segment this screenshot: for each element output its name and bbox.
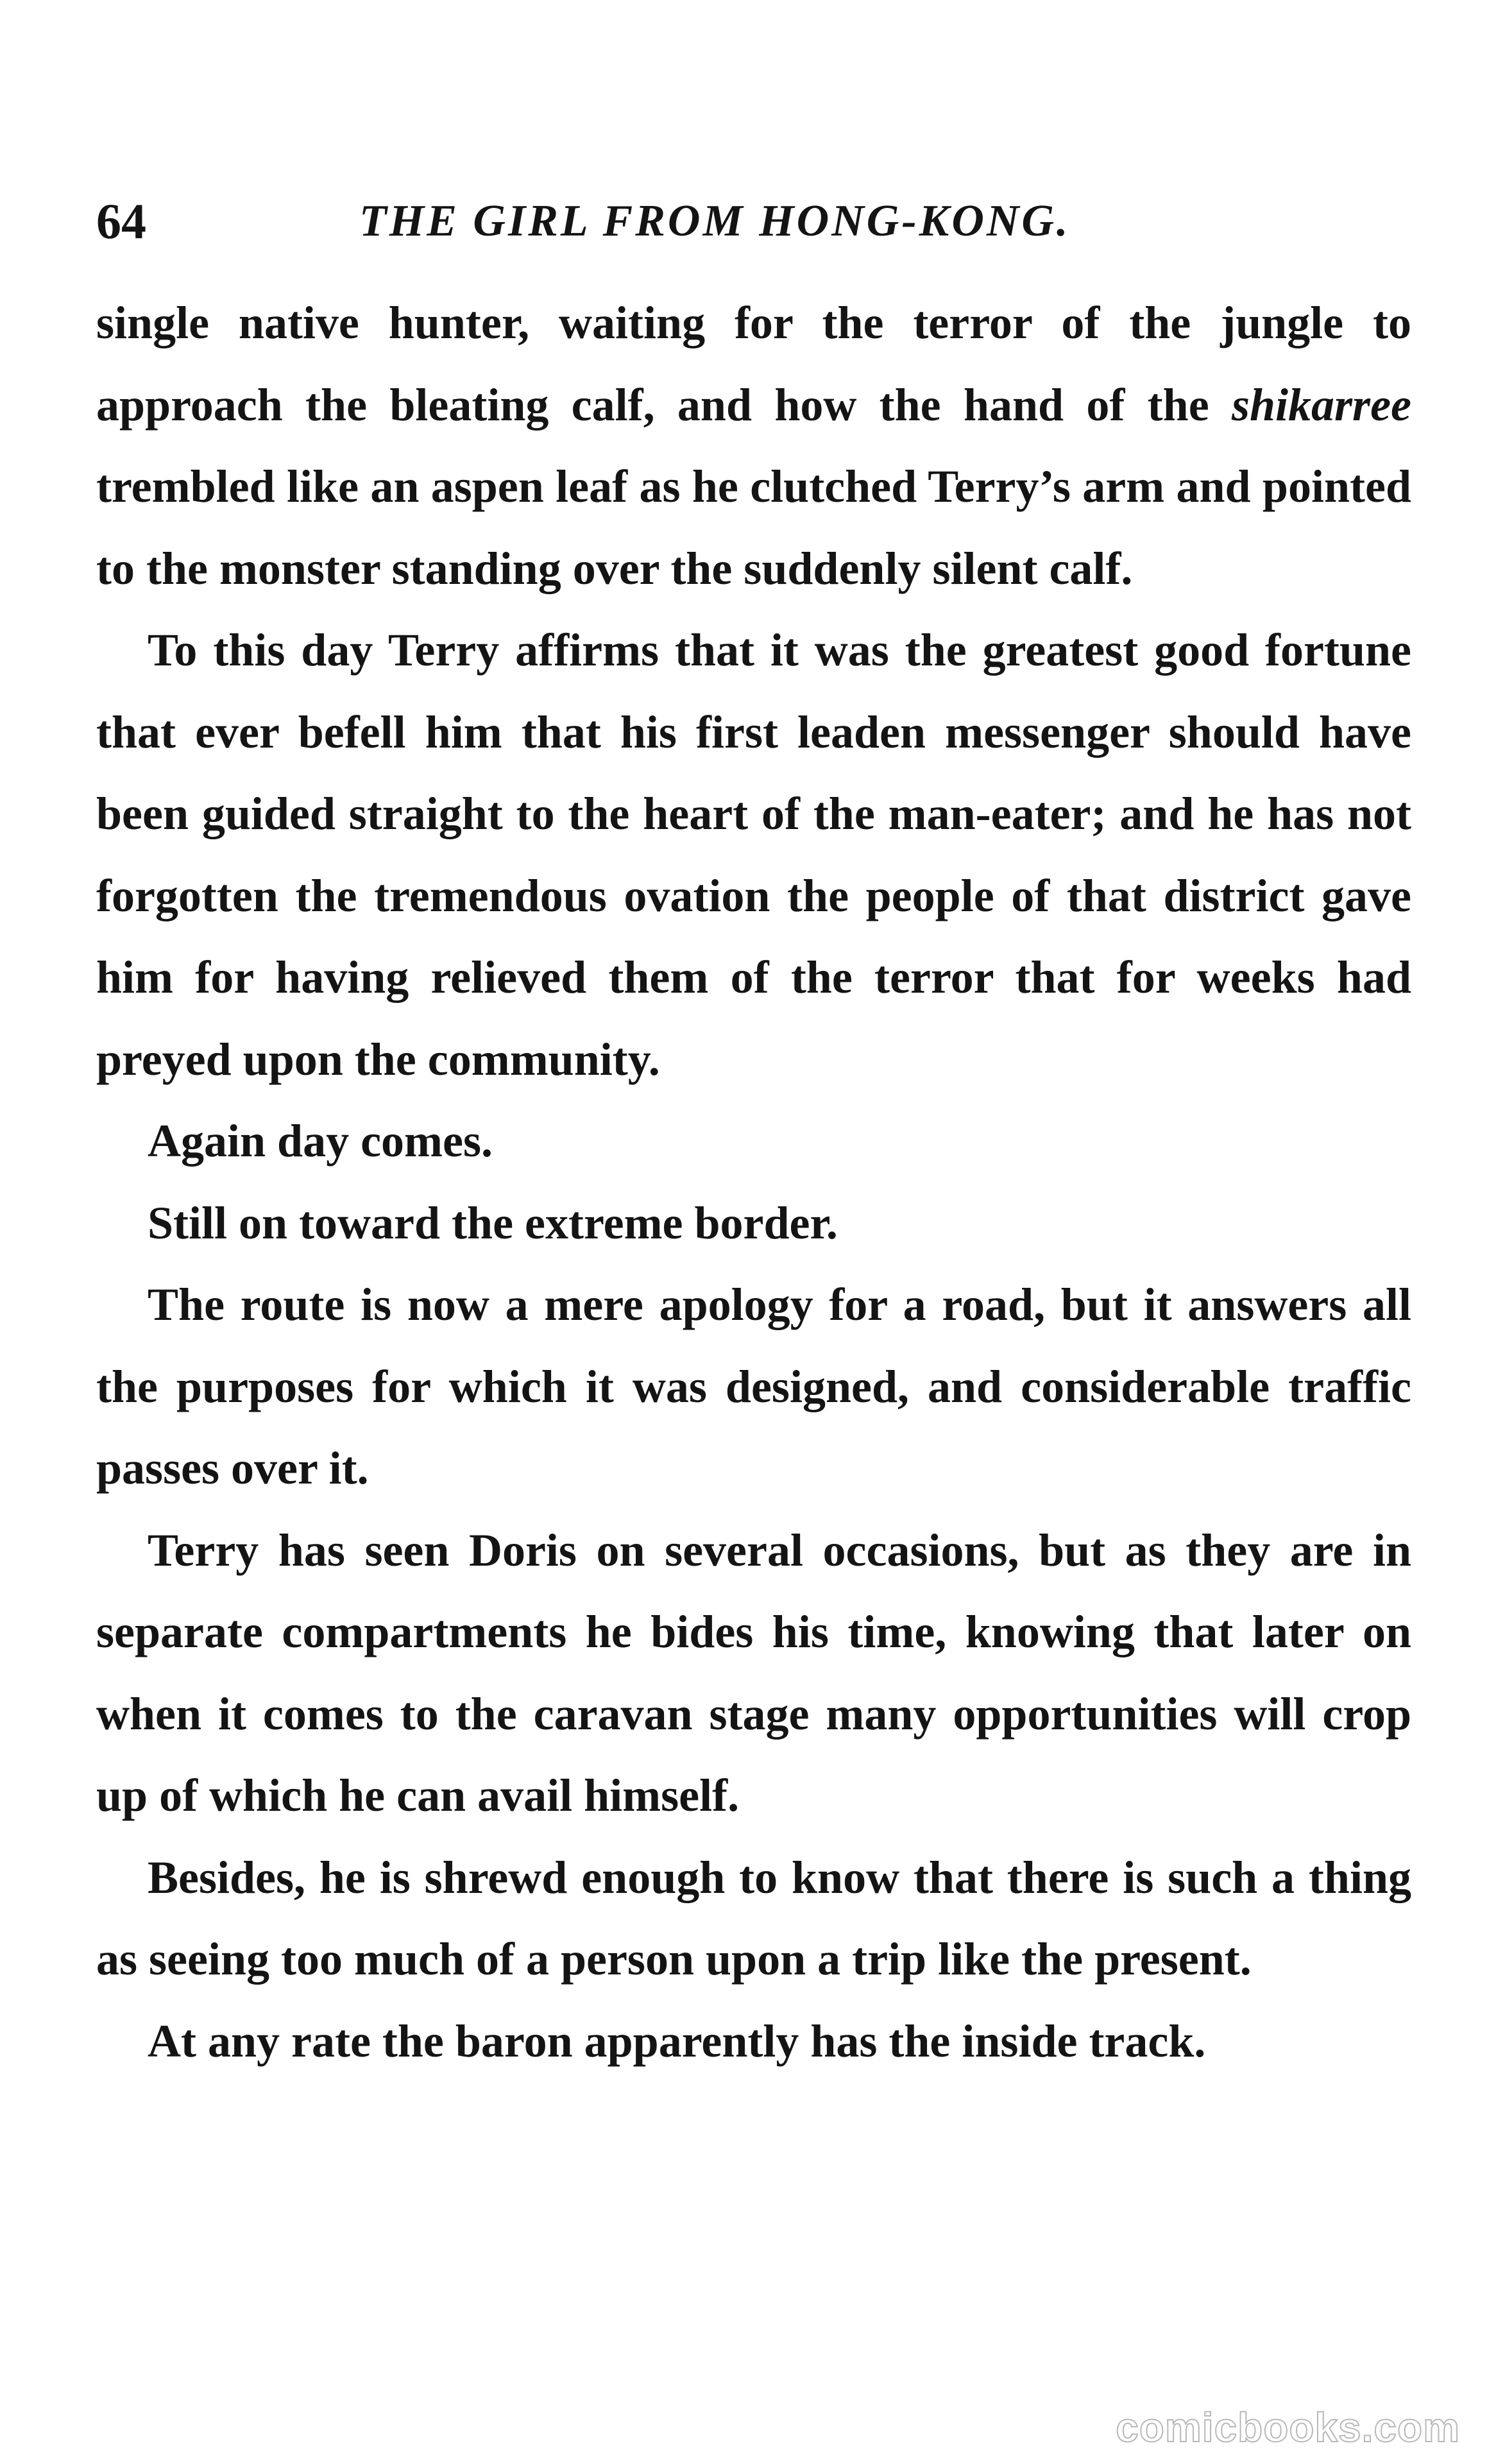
page-number: 64 [96,193,146,249]
paragraph-1-tail: trembled like an aspen leaf as he clutched Terry’s arm and pointed to the monster standing over the suddenly silent calf. [96,461,1411,594]
paragraph-1-lead: single native hunter, waiting for the terror of the jungle to approach the bleating calf, and how the hand of the [96,297,1411,431]
paragraph-4: Still on toward the extreme border. [148,1197,838,1249]
paragraph-1 [96,282,1411,610]
page-body [96,282,1411,2082]
paragraph-3: Again day comes. [148,1115,493,1167]
site-watermark: comicbooks.com [1116,2404,1460,2451]
paragraph-1-italic-word: shikarree [1231,379,1411,431]
paragraph-6: Terry has seen Doris on several occasions, but as they are in separate compartments he bides his time, knowing that later on when it comes to the caravan stage many opportunities will crop up of which he can avail himself. [96,1524,1411,1821]
paragraph-5: The route is now a mere apology for a road, but it answers all the purposes for which it was designed, and considerable traffic passes over it. [96,1279,1411,1494]
paragraph-7: Besides, he is shrewd enough to know that there is such a thing as seeing too much of a person upon a trip like the present. [96,1851,1411,1985]
paragraph-8: At any rate the baron apparently has the inside track. [148,2015,1206,2067]
page-header [83,186,1443,257]
paragraph-2: To this day Terry affirms that it was the greatest good fortune that ever befell him that his first leaden messenger should have been guided straight to the heart of the man-eater; and he has not forgotten the tremendous ovation the people of that district gave him for having relieved them of the terror that for weeks had preyed upon the community. [96,624,1411,1085]
running-title: THE GIRL FROM HONG-KONG. [359,196,1071,246]
